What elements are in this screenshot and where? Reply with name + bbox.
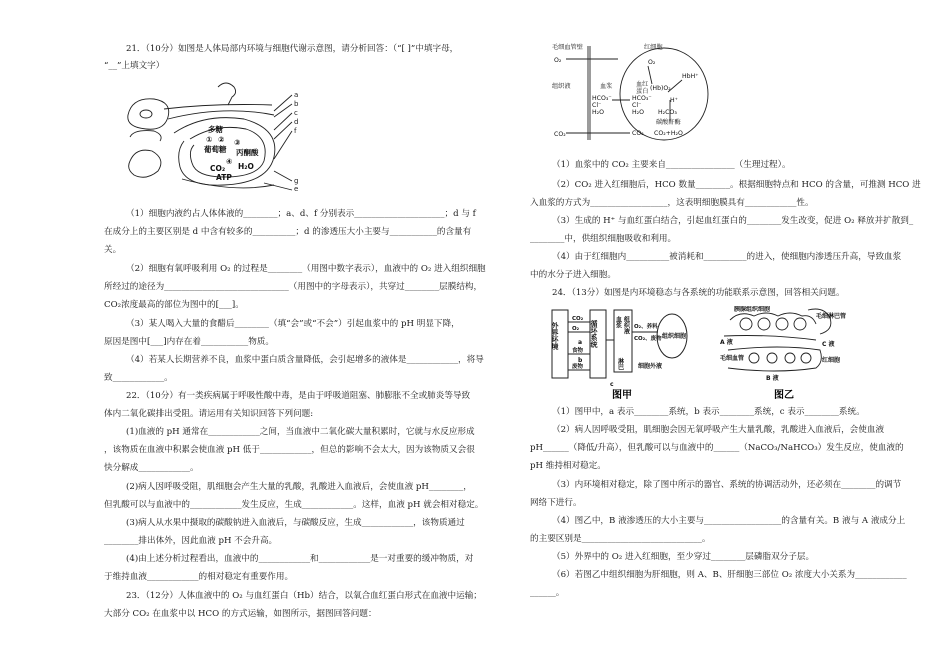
q21-label-b: b <box>294 100 299 108</box>
q24-p3-line2: 网络下进行。 <box>530 498 582 508</box>
q24-p4-line1: （4）图乙中，B 液渗透压的大小主要与__________________的含量有关。B 液与 A 液成分上 <box>552 516 906 526</box>
q24b-text-capillary: 毛细血管 <box>720 355 745 362</box>
q21-label-a: a <box>294 91 299 99</box>
q23-text-hemoglobin-2: 蛋白 <box>636 88 649 95</box>
q24b-rbc-2 <box>767 353 777 363</box>
q22-p1-line1: (1)血液的 pH 通常在____________之间，当血液中二氧化碳大量积累时，它就与水反应形成 <box>126 427 475 437</box>
q23-figure <box>552 40 714 144</box>
q23-text-cl-cell: Cl⁻ <box>632 102 642 109</box>
q23-text-h2o-cell: H₂O <box>632 109 645 116</box>
q24a-text-co2: CO₂ <box>572 316 584 322</box>
q21-label-f: f <box>294 127 297 135</box>
q24-title: 24．（13分）如图是内环境稳态与各系统的功能联系示意图，回答相关问题。 <box>552 288 845 298</box>
q23-p3-line2: ________中，供组织细胞吸收和利用。 <box>530 234 677 244</box>
q21-line-a <box>164 105 272 110</box>
q23-text-co2-left: CO₂ <box>554 131 566 138</box>
q22-p3-line1: (3)病人从水果中摄取的碳酸钠进入血液后，与碳酸反应，生成____________，该物质通过 <box>126 518 465 528</box>
q23-title-line1: 23．（12分）人体血液中的 O₂ 与血红蛋白（Hb）结合，以氧合血红蛋白形式在血液中运输； <box>126 591 482 601</box>
q23-red-blood-cell <box>620 48 708 140</box>
q21-text-pyruvate: 丙酮酸 <box>236 148 259 157</box>
q21-p4-line2: 致____________。 <box>104 373 173 383</box>
q24-p4-line2: 的主要区别是____________________________。 <box>530 534 711 544</box>
q22-p4-line2: 于维持血液____________的相对稳定有重要作用。 <box>104 572 294 582</box>
q21-cell-topleft <box>128 99 169 129</box>
q21-text-polysaccharide: 多糖 <box>208 125 223 134</box>
q23-text-h2o-plasma: H₂O <box>592 109 605 116</box>
q22-p4-line1: (4)由上述分析过程看出，血液中的____________和____________是一对重要的缓冲物质，对 <box>126 554 474 564</box>
q24-p2-line3: pH 维持相对稳定。 <box>530 461 606 471</box>
q22-title-line1: 22．（10分）有一类疾病属于呼吸性酸中毒，是由于呼吸道阻塞、肺膨胀不全或肺炎等导致 <box>126 391 471 401</box>
q21-p1-line2: 在成分上的主要区别是 d 中含有较多的__________；d 的渗透压大小主要与___________的含量有 <box>104 227 472 237</box>
q23-text-tissue-fluid: 组织液 <box>552 83 571 90</box>
q24b-text-b-fluid: B 液 <box>766 375 779 382</box>
q24a-text-b: b <box>578 357 583 364</box>
q21-text-glucose: 葡萄糖 <box>204 145 227 154</box>
q24a-text-a: a <box>578 339 583 346</box>
q23-text-co2-cell: CO₂ <box>632 130 644 137</box>
q21-text-co2: CO₂ <box>210 164 226 173</box>
q24-p6-line2: ______。 <box>530 588 565 598</box>
q24a-text-plasma: 血浆 <box>614 316 622 328</box>
q24a-text-circulation: 循环系统 <box>590 320 598 348</box>
q21-label-g: g <box>294 177 299 185</box>
q24-figure-b <box>720 306 850 402</box>
q24b-rbc-4 <box>801 353 811 363</box>
q24a-text-ecf: 细胞外液 <box>638 363 663 370</box>
q24b-cell-3 <box>776 318 788 330</box>
q23-p2-line2: 入血浆的方式为__________________，这表明细胞膜具有____________性。 <box>530 198 814 208</box>
q21-text-atp: ATP <box>216 173 232 182</box>
q24b-cell-1 <box>740 318 752 330</box>
q21-nucleus <box>140 110 152 118</box>
q23-p3-line1: （3）生成的 H⁺ 与血红蛋白结合，引起血红蛋白的________发生改变，促进 O₂ 释放并扩散到_ <box>552 216 914 226</box>
q24-p3-line1: （3）内环境相对稳定，除了图中所示的器官、系统的协调活动外，还必须在________的调节 <box>552 480 902 490</box>
q23-text-co2-h2o: CO₂+H₂O <box>654 130 683 137</box>
q24b-text-lymph-capillary: 毛细淋巴管 <box>816 313 847 320</box>
q21-figure <box>124 75 304 195</box>
q24a-text-lymph: 淋巴 <box>616 358 624 370</box>
q21-label-e: e <box>294 185 299 193</box>
q24a-text-co2-waste: CO₂、废物 <box>634 336 662 342</box>
q23-text-h2co3: H₂CO₃ <box>658 109 677 116</box>
q24-p2-line2: pH______（降低/升高），但乳酸可以与血液中的______（NaCO₃/NaHCO₃）发生反应，使血液的 <box>530 443 904 453</box>
q24a-text-c: c <box>610 381 614 388</box>
q21-cell-bottomleft <box>129 150 161 177</box>
q24b-line-upper <box>724 336 816 341</box>
q24a-text-waste: 废物 <box>572 364 584 370</box>
q24-p5: （5）外界中的 O₂ 进入红细胞，至少穿过________层磷脂双分子层。 <box>552 552 815 562</box>
q24a-text-tissue-cell: 组织细胞 <box>662 333 687 340</box>
q21-p2-line2: 所经过的途径为_____________________________（用图中的字母表示），共穿过________层膜结构， <box>104 282 483 292</box>
q21-text-h2o: H₂O <box>238 162 254 171</box>
q23-p4-line1: （4）由于红细胞内__________被消耗和__________的进入，使细胞内渗透压升高，导致血浆 <box>552 252 902 262</box>
q23-text-hbo2: (Hb)O₂ <box>650 85 671 92</box>
q24-p1: （1）图甲中，a 表示________系统，b 表示________系统，c 表示________系统。 <box>552 407 865 417</box>
q21-text-step4: ④ <box>226 157 233 166</box>
q21-p4-line1: （4）若某人长期营养不良，血浆中蛋白质含量降低，会引起增多的液体是____________，将导 <box>126 355 484 365</box>
q21-p2-line3: CO₂浓度最高的部位为图中的[___]。 <box>104 300 244 310</box>
q24b-cell-4 <box>794 318 806 330</box>
q23-title-line2: 大部分 CO₂ 在血浆中以 HCO 的方式运输，如图所示，据图回答问题： <box>104 609 377 619</box>
q21-title-line2: “__”上填文字） <box>104 61 165 71</box>
q24b-caption: 图乙 <box>774 390 794 401</box>
q24b-rbc-3 <box>785 353 795 363</box>
q23-text-rbc: 红细胞 <box>644 44 663 51</box>
q23-text-o2-left: O₂ <box>554 57 562 64</box>
q23-text-capillary-wall: 毛细血管壁 <box>552 44 583 51</box>
q21-text-step1: ① <box>206 135 213 144</box>
q22-title-line2: 体内二氧化碳排出受阻。请运用有关知识回答下列问题: <box>104 409 314 419</box>
q23-text-carbonic-anhydrase: 碳酸酐酶 <box>656 119 681 126</box>
q24-p6-line1: （6）若图乙中组织细胞为肝细胞，则 A、B、肝细胞三部位 O₂ 浓度大小关系为____________ <box>552 570 907 580</box>
q21-label-d: d <box>294 118 299 126</box>
q21-text-step3: ③ <box>234 138 241 147</box>
q23-p1: （1）血浆中的 CO₂ 主要来自________________（生理过程）。 <box>552 160 791 170</box>
q23-p2-line1: （2）CO₂ 进入红细胞后，HCO 数量________。根据细胞特点和 HCO 的含量，可推测 HCO 进 <box>552 180 921 190</box>
q24-figure-a <box>550 306 700 402</box>
q23-text-cl-plasma: Cl⁻ <box>592 102 602 109</box>
q23-text-hco3-plasma: HCO₃⁻ <box>592 95 612 102</box>
q24a-text-external: 外界环境 <box>551 322 559 350</box>
q21-p1-line3: 关。 <box>104 245 122 255</box>
q23-text-h-plus: H⁺ <box>670 97 678 104</box>
q23-arrow-hb <box>648 66 652 84</box>
q22-p2-line2: 但乳酸可以与血液中的____________发生反应，生成____________。这样，血液 pH 就会相对稳定。 <box>104 500 484 510</box>
q23-text-hbh: HbH⁺ <box>682 73 699 80</box>
q23-p4-line2: 中的水分子进入细胞。 <box>530 270 616 280</box>
q23-text-o2-inner: O₂ <box>648 59 656 66</box>
q21-p3-line1: （3）某人喝入大量的食醋后________（填“会”或“不会”）引起血浆中的 pH 明显下降， <box>126 319 460 329</box>
q24a-text-o2-nutrient: O₂、养料 <box>634 324 658 330</box>
q24b-cell-2 <box>758 318 770 330</box>
q21-p1-line1: （1）细胞内液约占人体体液的________；a、d、f 分别表示_____________________；d 与 f <box>126 209 476 219</box>
q24b-text-c-fluid: C 液 <box>822 341 835 348</box>
q24a-text-o2: O₂ <box>572 326 580 332</box>
q24b-text-pancreatic-cell: 胰腺组织细胞 <box>734 306 771 313</box>
q22-p3-line2: ________排出体外，因此血液 pH 不会升高。 <box>104 536 278 546</box>
q21-pointer-lines <box>264 95 292 190</box>
q21-label-c: c <box>294 109 298 117</box>
q21-title-line1: 21．（10分）如图是人体局部内环境与细胞代谢示意图，请分析回答：（“[ ]”中填字母， <box>126 44 459 54</box>
q24b-text-rbc: 红细胞 <box>822 357 841 364</box>
q24-p2-line1: （2）病人因呼吸受阻，肌细胞会因无氧呼吸产生大量乳酸，乳酸进入血液后，会使血液 <box>552 425 885 435</box>
q24a-caption: 图甲 <box>612 390 632 401</box>
q22-p1-line3: 快分解成____________。 <box>104 463 199 473</box>
q21-text-step2: ② <box>218 135 225 144</box>
q21-p3-line2: 原因是图中[___]内存在着___________物质。 <box>104 337 274 347</box>
q21-cell-midleft <box>130 131 161 141</box>
q21-p2-line1: （2）细胞有氧呼吸利用 O₂ 的过程是________（用图中数字表示），血液中的 O₂ 进入组织细胞 <box>126 264 486 274</box>
q24b-rbc-1 <box>749 353 759 363</box>
q22-p1-line2: ，该物质在血液中积累会使血液 pH 低于____________，但总的影响不会太大，因为该物质又会很 <box>104 445 475 455</box>
q24b-text-a-fluid: A 液 <box>720 339 733 346</box>
q24a-text-tissue-fluid: 组织液 <box>622 316 630 334</box>
q23-text-hco3-cell: HCO₃⁻ <box>632 95 652 102</box>
q21-capillary-top <box>218 83 236 105</box>
q22-p2-line1: (2)病人因呼吸受阻，肌细胞会产生大量的乳酸，乳酸进入血液后，会使血液 pH________， <box>126 482 472 492</box>
q23-text-hemoglobin-1: 血红 <box>636 81 649 88</box>
q23-text-plasma: 血浆 <box>600 83 613 90</box>
q24a-text-food: 食物 <box>572 348 584 354</box>
